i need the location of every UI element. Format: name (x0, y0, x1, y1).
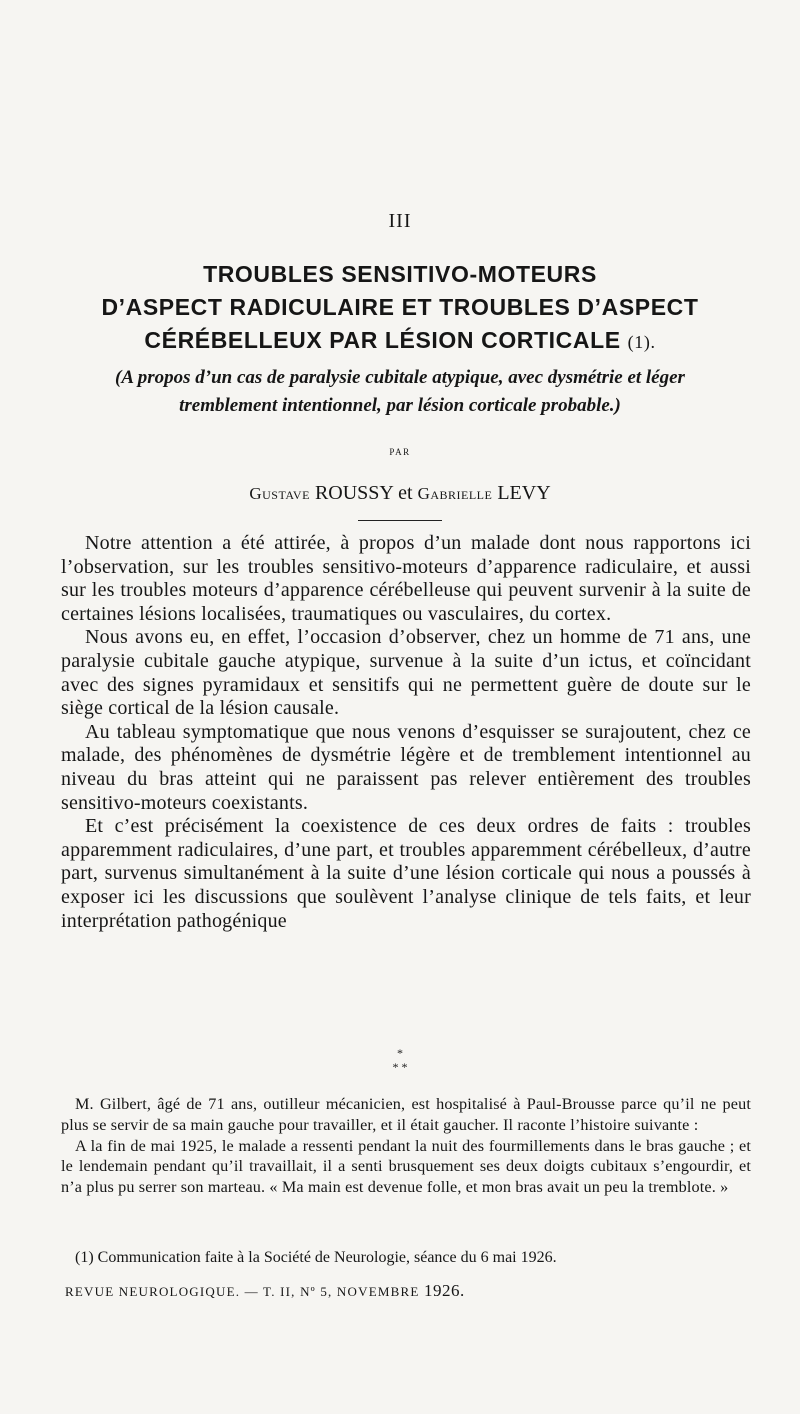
author-1-first-name: Gustave (249, 484, 310, 503)
footnote-reference: (1). (627, 332, 656, 352)
author-1-last-name: ROUSSY (314, 482, 394, 504)
author-2-first-name: Gabrielle (417, 484, 493, 503)
journal-citation: REVUE NEUROLOGIQUE. — T. II, Nº 5, NOVEMBRE (65, 1284, 420, 1299)
observation-paragraph-1: M. Gilbert, âgé de 71 ans, outilleur mécanicien, est hospitalisé à Paul-Brousse parce qu’il ne peut plus se servir de sa main gauche pour travailler, et il était gaucher. Il raconte l’histoire suivante : (61, 1095, 751, 1134)
body-paragraph-3: Au tableau symptomatique que nous venons d’esquisser se surajoutent, chez ce malade, des phénomènes de dysmétrie légère et de tremblement intentionnel au niveau du bras atteint qui ne paraissent pas relever entièrement des troubles sensitivo-moteurs coexistants. (61, 720, 751, 814)
journal-footer (65, 1281, 465, 1301)
footnote: (1) Communication faite à la Société de Neurologie, séance du 6 mai 1926. (75, 1249, 557, 1266)
separator-bottom-stars: * * (392, 1060, 408, 1074)
body-paragraph-4: Et c’est précisément la coexistence de ces deux ordres de faits : troubles apparemment radiculaires, d’une part, et troubles apparemment cérébelleux, d’autre part, survenus simultanément à la suite d’une lésion corticale qui nous a poussés à exposer ici les discussions que soulèvent l’analyse clinique de tels faits, et leur interprétation pathogénique (61, 815, 751, 932)
title-line-2: D’ASPECT RADICULAIRE ET TROUBLES D’ASPECT (101, 294, 699, 320)
authors-conjunction: et (398, 482, 413, 504)
section-separator (0, 1046, 800, 1074)
observation-text (61, 1094, 751, 1198)
body-paragraph-2: Nous avons eu, en effet, l’occasion d’observer, chez un homme de 71 ans, une paralysie cubitale gauche atypique, survenue à la suite d’un ictus, et coïncidant avec des signes pyramidaux et sensitifs qui ne permettent guère de doute sur le siège cortical de la lésion causale. (61, 626, 751, 720)
byline-par: PAR (389, 447, 411, 457)
journal-year: 1926. (423, 1281, 465, 1300)
author-2-last-name: LEVY (497, 482, 551, 504)
title-line-3-text: CÉRÉBELLEUX PAR LÉSION CORTICALE (144, 327, 621, 353)
observation-paragraph-2: A la fin de mai 1925, le malade a ressenti pendant la nuit des fourmillements dans le bras gauche ; et le lendemain pendant qu’il travaillait, il a senti brusquement ses deux doigts cubitaux s’engourdir, et n’a plus pu serrer son marteau. « Ma main est devenue folle, et mon bras avait un peu la tremblote. » (61, 1136, 751, 1197)
subtitle-line-2: tremblement intentionnel, par lésion corticale probable.) (179, 395, 621, 416)
separator-top-star: * (397, 1046, 403, 1060)
authors (0, 482, 800, 505)
article-subtitle (40, 364, 760, 420)
subtitle-line-1: (A propos d’un cas de paralysie cubitale atypique, avec dysmétrie et léger (115, 367, 685, 388)
title-line-3 (30, 324, 770, 359)
title-line-1: TROUBLES SENSITIVO-MOTEURS (203, 261, 597, 287)
article-body (61, 532, 751, 933)
article-title (30, 258, 770, 359)
section-number: III (388, 210, 412, 232)
title-rule (358, 520, 442, 521)
body-paragraph-1: Notre attention a été attirée, à propos d’un malade dont nous rapportons ici l’observation, sur les troubles sensitivo-moteurs d’apparence radiculaire, et aussi sur les troubles moteurs d’apparence cérébelleuse qui peuvent survenir à la suite de certaines lésions localisées, traumatiques ou vasculaires, du cortex. (61, 532, 751, 625)
